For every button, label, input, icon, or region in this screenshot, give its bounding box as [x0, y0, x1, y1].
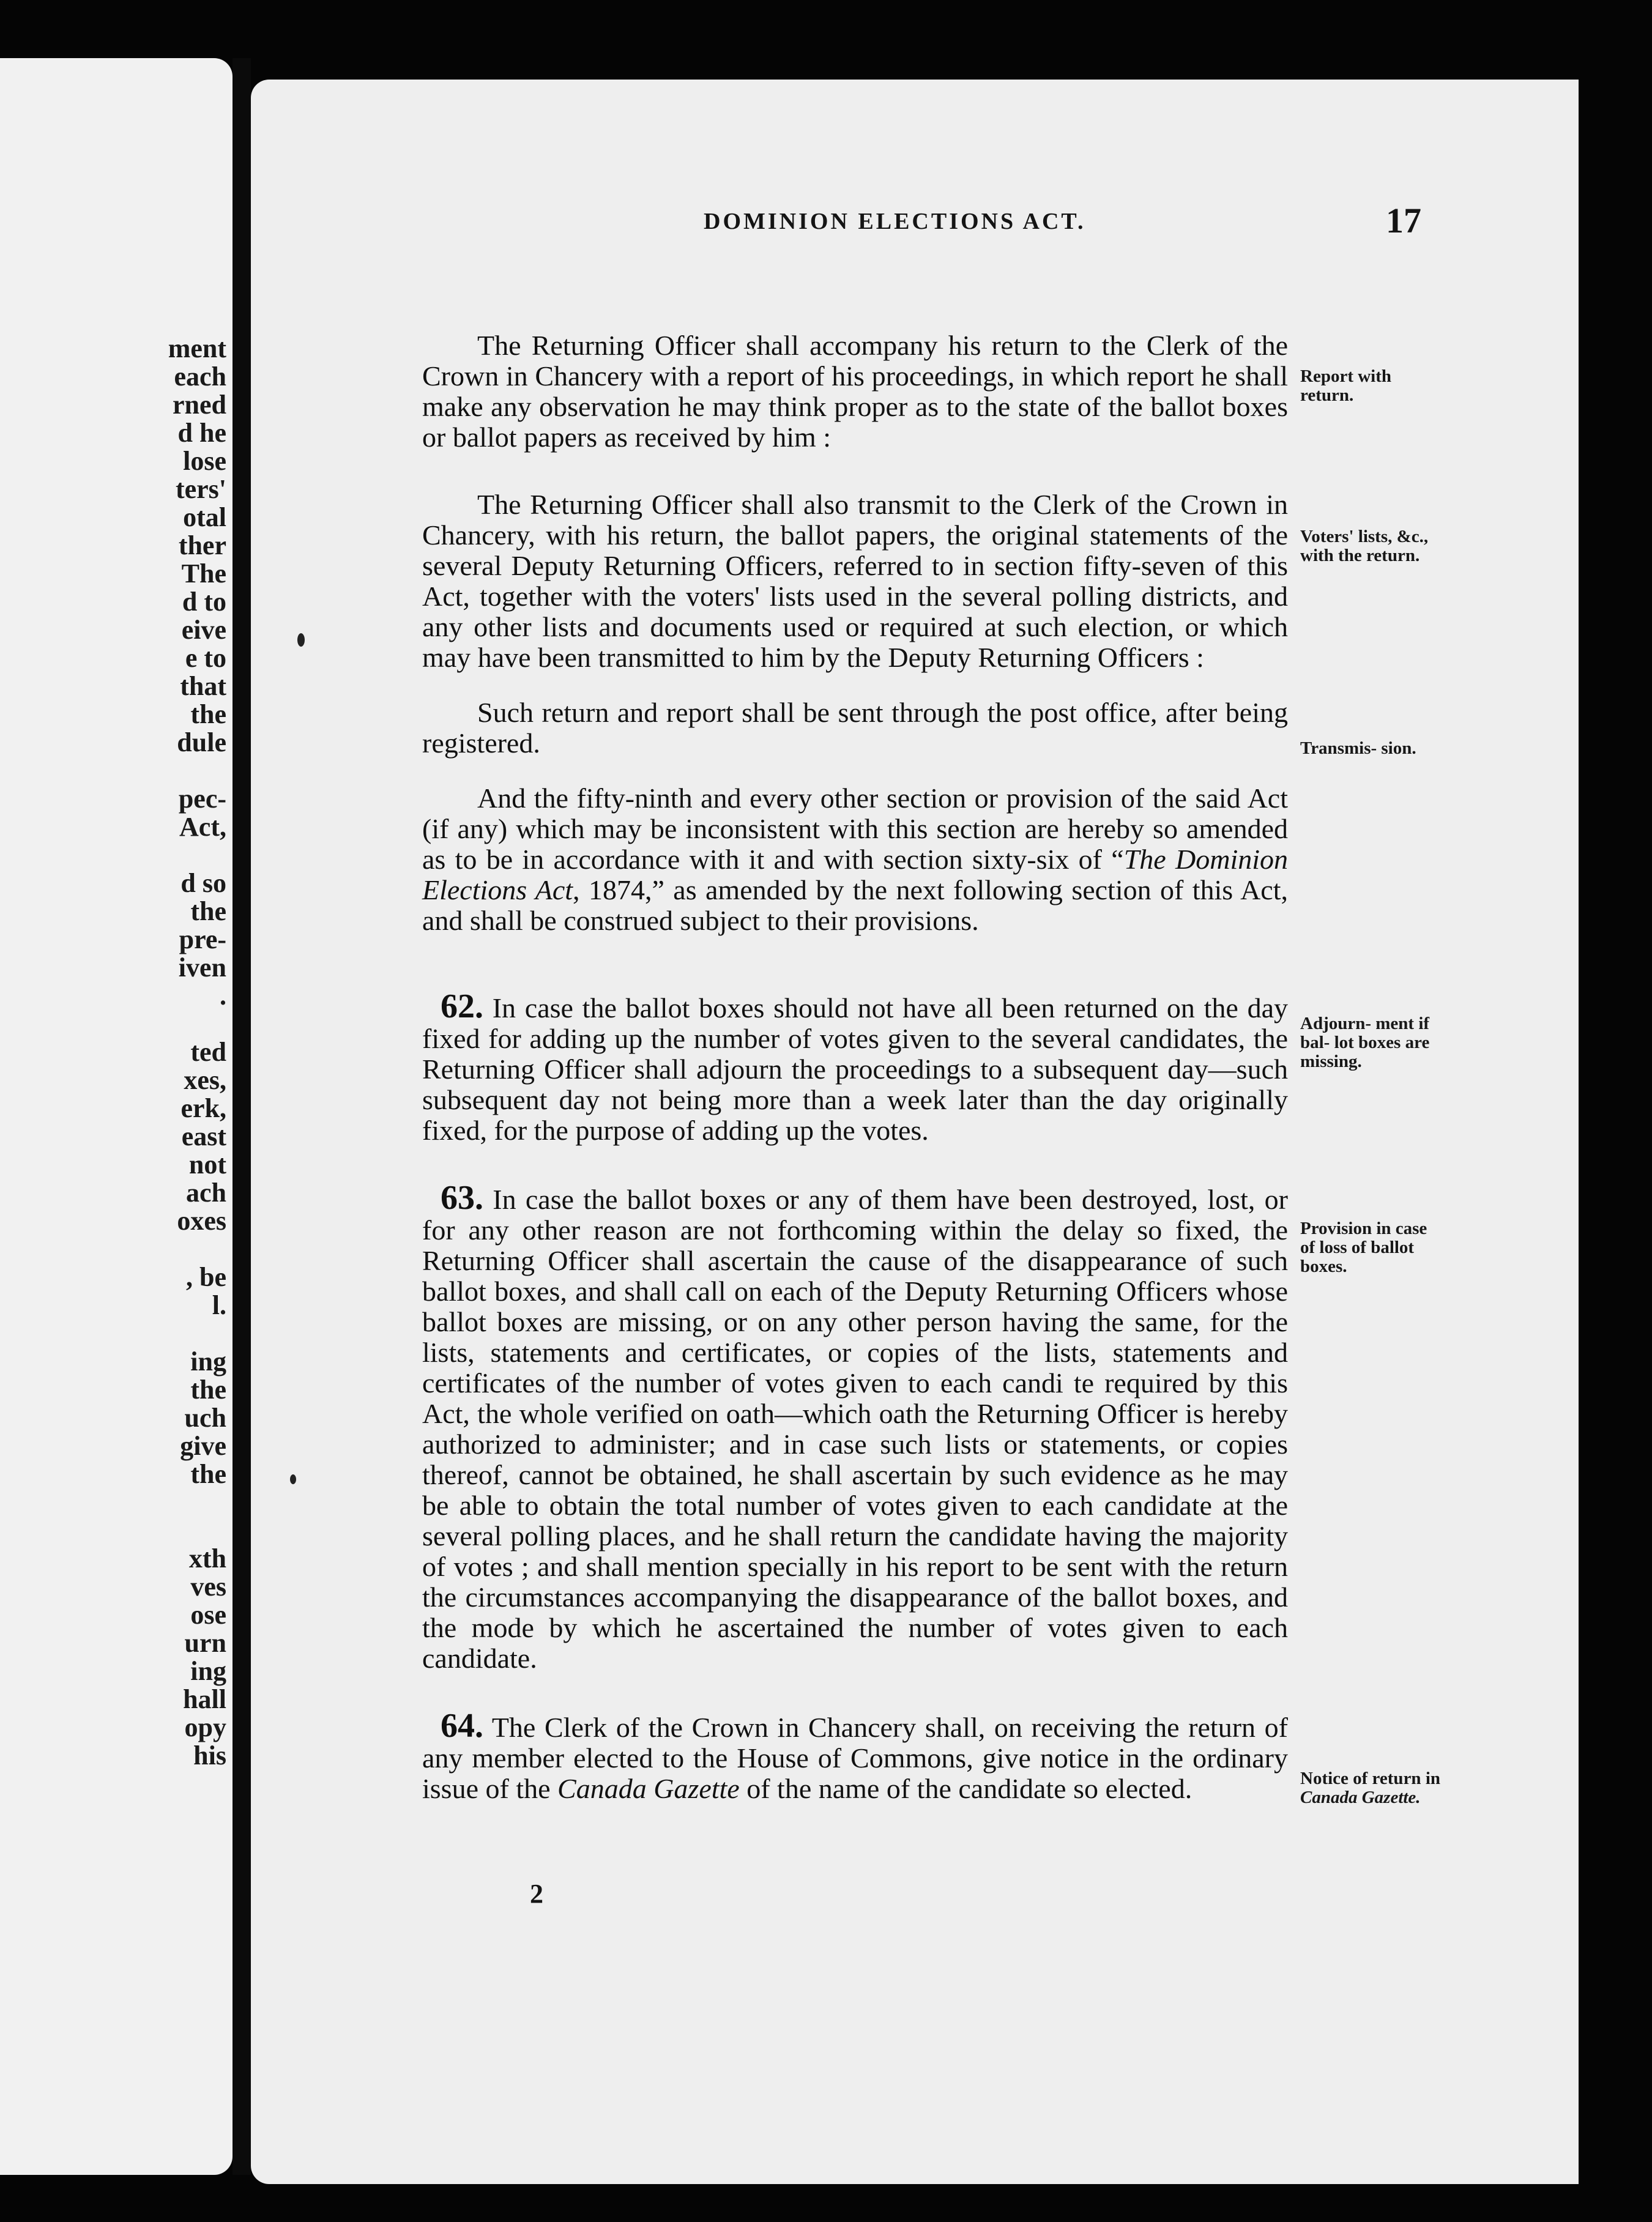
signature-mark: 2	[530, 1879, 543, 1909]
left-page-fragment: xes,	[184, 1065, 226, 1095]
book-gutter	[233, 58, 251, 2175]
left-page-fragment: xth	[188, 1544, 226, 1574]
left-page-fragment: iven	[178, 953, 226, 983]
left-page-fragment: ters'	[175, 474, 226, 504]
left-page-fragment: otal	[183, 502, 226, 532]
notice-gazette-italic: Canada Gazette.	[1300, 1788, 1421, 1807]
left-page-fragment: d to	[182, 587, 226, 617]
left-page-fragment	[168, 1010, 226, 1038]
paragraph-transmit: The Returning Officer shall also transmit to the Clerk of the Crown in Chancery, with his return, the ballot papers, the original statements of the several Deputy Returning Officers, referred to in section fifty-seven of this Act, together with the voters' lists used in the several polling districts, and any other lists and documents used or required at such election, or which may have been transmitted to him by the Deputy Returning Officers :	[422, 489, 1288, 673]
section-64-number: 64.	[441, 1707, 483, 1745]
margin-note-transmission: Transmis- sion.	[1300, 738, 1416, 758]
paragraph-amendment	[422, 783, 1288, 936]
left-page-fragment: , be	[186, 1262, 226, 1292]
body-text	[422, 330, 1288, 1804]
left-page-fragment: l.	[212, 1290, 226, 1320]
margin-note-voters-lists: Voters' lists, &c., with the return.	[1300, 527, 1429, 565]
left-page-text-fragments	[168, 335, 226, 1770]
left-page-fragment: east	[181, 1121, 226, 1151]
ink-speck	[290, 1474, 296, 1484]
left-page-fragment: ing	[190, 1347, 226, 1377]
ink-speck	[297, 633, 305, 647]
left-page-fragment: pre-	[179, 924, 226, 954]
left-page-fragment: the	[190, 699, 226, 729]
left-page-fragment: give	[180, 1431, 226, 1461]
left-page-fragment: opy	[184, 1712, 226, 1742]
paragraph-report: The Returning Officer shall accompany his return to the Clerk of the Crown in Chancery with a report of his proceedings, in which report he shall make any observation he may think proper as to the state of the ballot boxes or ballot papers as received by him :	[422, 330, 1288, 453]
section-64	[422, 1707, 1288, 1804]
page-number: 17	[1386, 201, 1421, 240]
left-page-fragment: ment	[168, 333, 226, 363]
paragraph-post-office: Such return and report shall be sent through the post office, after being registered.	[422, 697, 1288, 759]
left-page-fragment: lose	[183, 446, 226, 476]
left-page-fragment: the	[190, 1459, 226, 1489]
section-63	[422, 1179, 1288, 1674]
left-page-fragment	[168, 841, 226, 869]
left-page-fragment: The	[181, 559, 226, 589]
running-header: DOMINION ELECTIONS ACT.	[704, 209, 1086, 234]
left-page-fragment: not	[188, 1150, 226, 1180]
left-page-fragment: .	[220, 981, 226, 1011]
left-page-fragment: oxes	[177, 1206, 226, 1236]
margin-note-adjournment: Adjourn- ment if bal- lot boxes are missing.	[1300, 1014, 1430, 1071]
left-page-fragment: ach	[186, 1178, 226, 1208]
section-62	[422, 987, 1288, 1146]
section-62-text: In case the ballot boxes should not have all been returned on the day fixed for adding up the number of votes given to the several candidates, the Returning Officer shall adjourn the proceedings to a subsequent day—such subsequent day not being more than a week later than the day originally fixed, for the purpose of adding up the votes.	[422, 992, 1288, 1146]
section-64-text-b: of the name of the candidate so elected.	[739, 1773, 1192, 1804]
left-page-fragment: d so	[180, 868, 226, 898]
left-page-fragment	[168, 1488, 226, 1517]
amendment-text-a: And the fifty-ninth and every other section or provision of the said Act (if any) which may be inconsistent with this section are hereby so amended as to be in accordance with it and with section sixty-six of “	[422, 782, 1288, 875]
left-page-fragment: uch	[184, 1403, 226, 1433]
margin-note-provision: Provision in case of loss of ballot boxes.	[1300, 1219, 1427, 1276]
left-page-fragment: urn	[184, 1628, 226, 1658]
left-page-fragment: each	[174, 362, 226, 392]
section-64-text-a: The Clerk of the Crown in Chancery shall, on receiving the return of any member elected to the House of Commons, give notice in the ordinary issue of the	[422, 1712, 1288, 1804]
left-page-fragment: ose	[190, 1600, 226, 1630]
left-page-fragment: d he	[177, 418, 226, 448]
left-page-fragment: ther	[178, 530, 226, 560]
notice-text: Notice of return in	[1300, 1769, 1440, 1788]
left-page-fragment: Act,	[179, 812, 226, 842]
left-page	[0, 58, 233, 2175]
left-page-fragment: rned	[173, 390, 226, 420]
act-title-italic: The Dominion Elections Act	[422, 844, 1288, 905]
left-page-fragment: pec-	[178, 784, 226, 814]
section-63-text: In case the ballot boxes or any of them have been destroyed, lost, or for any other reason are not forthcoming within the delay so fixed, the Returning Officer shall ascertain the cause of the disappearance of such ballot boxes, and shall call on each of the Deputy Returning Officers whose ballot boxes are missing, or on any other person having the same, for the lists, statements and certificates, or copies of the lists, statements and certificates of the number of votes given to each candi te required by this Act, the whole verified on oath—which oath the Returning Officer is hereby authorized to administer; and in case such lists or statements, or copies thereof, cannot be obtained, he shall ascertain by such evidence as he may be able to obtain the total number of votes given to each candidate at the several polling places, and he shall return the candidate having the majority of votes ; and shall mention specially in his report to be sent with the return the circumstances accompanying the disappearance of the ballot boxes, and the mode by which he ascertained the number of votes given to each candidate.	[422, 1184, 1288, 1674]
margin-note-notice	[1300, 1769, 1444, 1807]
left-page-fragment	[168, 1517, 226, 1545]
left-page-fragment	[168, 1235, 226, 1263]
left-page-fragment: that	[180, 671, 226, 701]
left-page-fragment: dule	[177, 727, 226, 757]
left-page-fragment: e to	[185, 643, 226, 673]
left-page-fragment: ing	[190, 1656, 226, 1686]
left-page-fragment	[168, 757, 226, 785]
left-page-fragment: the	[190, 896, 226, 926]
left-page-fragment: eive	[181, 615, 226, 645]
amendment-text-b: , 1874,” as amended by the next following section of this Act, and shall be construed subject to their provisions.	[422, 874, 1288, 936]
left-page-fragment	[168, 1320, 226, 1348]
margin-note-report: Report with return.	[1300, 366, 1392, 405]
gazette-italic: Canada Gazette	[557, 1773, 740, 1804]
section-63-number: 63.	[441, 1179, 483, 1217]
left-page-fragment: ted	[190, 1037, 226, 1067]
left-page-fragment: the	[190, 1375, 226, 1405]
left-page-fragment: ves	[190, 1572, 226, 1602]
left-page-fragment: hall	[183, 1684, 226, 1714]
left-page-fragment: erk,	[180, 1093, 226, 1123]
section-62-number: 62.	[441, 987, 483, 1025]
left-page-fragment: his	[193, 1741, 226, 1771]
